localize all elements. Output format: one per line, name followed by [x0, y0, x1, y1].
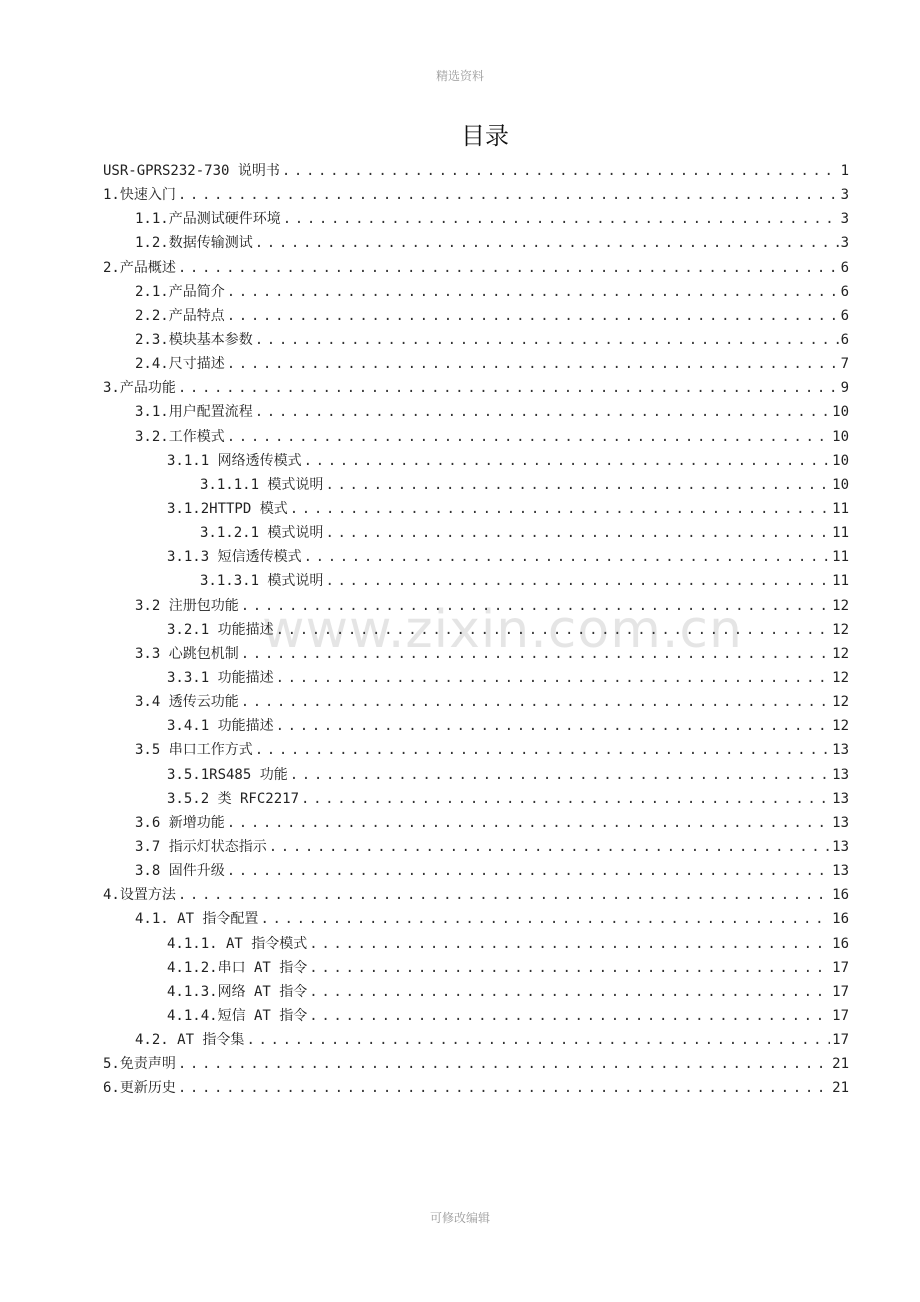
- toc-entry-page: 13: [832, 863, 849, 880]
- toc-entry[interactable]: [103, 787, 849, 811]
- toc-entry-label: 6.更新历史: [103, 1080, 176, 1097]
- toc-entry-page: 21: [832, 1080, 849, 1097]
- toc-entry[interactable]: [103, 1076, 849, 1100]
- toc-entry-label: 3.2 注册包功能: [135, 597, 239, 614]
- toc-entry-page: 3: [840, 187, 849, 204]
- toc-entry[interactable]: [103, 256, 849, 280]
- toc-entry-label: 3.5.2 类 RFC2217: [167, 790, 300, 807]
- toc-entry-page: 13: [832, 790, 849, 807]
- toc-entry[interactable]: [103, 1052, 849, 1076]
- toc-entry-label: USR-GPRS232-730 说明书: [103, 163, 280, 179]
- toc-entry-label: 3.1.3 短信透传模式: [167, 549, 302, 566]
- watermark: www.zixin.com.cn: [262, 600, 743, 660]
- toc-entry-label: 3.3 心跳包机制: [135, 645, 239, 662]
- toc-dot-leader: [227, 425, 830, 449]
- toc-dot-leader: [325, 473, 830, 497]
- toc-dot-leader: [301, 787, 830, 811]
- toc-entry[interactable]: [103, 473, 849, 497]
- toc-dot-leader: [178, 183, 839, 207]
- toc-entry[interactable]: [103, 183, 849, 207]
- page-footer-note: 可修改编辑: [429, 1211, 490, 1225]
- toc-entry-page: 13: [832, 838, 849, 855]
- toc-entry-label: 3.3.1 功能描述: [167, 669, 274, 686]
- toc-entry-page: 1: [840, 163, 849, 179]
- toc-entry-label: 3.4 透传云功能: [135, 694, 239, 711]
- toc-dot-leader: [276, 714, 831, 738]
- toc-entry-label: 1.2.数据传输测试: [135, 235, 253, 252]
- toc-dot-leader: [325, 521, 830, 545]
- toc-entry-label: 4.2. AT 指令集: [135, 1032, 245, 1049]
- toc-dot-leader: [282, 159, 839, 183]
- toc-entry-page: 12: [832, 621, 849, 638]
- toc-dot-leader: [227, 811, 830, 835]
- toc-entry-page: 6: [840, 307, 849, 324]
- toc-entry-label: 4.1.3.网络 AT 指令: [167, 983, 308, 1000]
- toc-entry-label: 3.5.1RS485 功能: [167, 766, 288, 783]
- toc-dot-leader: [309, 932, 830, 956]
- toc-entry[interactable]: [103, 159, 849, 183]
- toc-dot-leader: [304, 545, 831, 569]
- toc-entry[interactable]: [103, 400, 849, 424]
- toc-entry-label: 1.快速入门: [103, 187, 176, 204]
- toc-entry-page: 11: [832, 500, 849, 517]
- toc-entry-label: 3.8 固件升级: [135, 863, 225, 880]
- toc-entry-page: 11: [832, 573, 849, 590]
- toc-entry[interactable]: [103, 714, 849, 738]
- toc-entry[interactable]: [103, 618, 849, 642]
- toc-dot-leader: [227, 352, 839, 376]
- toc-entry-label: 3.产品功能: [103, 380, 176, 397]
- toc-dot-leader: [255, 738, 830, 762]
- toc-entry-page: 12: [832, 694, 849, 711]
- toc-entry[interactable]: [103, 207, 849, 231]
- toc-entry[interactable]: [103, 907, 849, 931]
- toc-entry[interactable]: [103, 883, 849, 907]
- toc-entry-label: 4.1.1. AT 指令模式: [167, 935, 308, 952]
- toc-entry[interactable]: [103, 425, 849, 449]
- toc-entry-label: 4.1.4.短信 AT 指令: [167, 1007, 308, 1024]
- toc-dot-leader: [325, 569, 830, 593]
- toc-dot-leader: [276, 618, 831, 642]
- toc-entry[interactable]: [103, 1004, 849, 1028]
- toc-dot-leader: [255, 400, 830, 424]
- toc-entry[interactable]: [103, 497, 849, 521]
- toc-entry-label: 4.1. AT 指令配置: [135, 911, 259, 928]
- toc-entry-label: 2.4.尺寸描述: [135, 356, 225, 373]
- table-of-contents: [103, 159, 849, 1100]
- toc-entry-page: 13: [832, 814, 849, 831]
- toc-entry-page: 12: [832, 645, 849, 662]
- toc-dot-leader: [309, 956, 830, 980]
- toc-entry-page: 6: [840, 331, 849, 348]
- toc-dot-leader: [276, 666, 831, 690]
- toc-entry-label: 5.免责声明: [103, 1056, 176, 1073]
- toc-dot-leader: [178, 1076, 830, 1100]
- toc-entry-label: 3.5 串口工作方式: [135, 742, 253, 759]
- toc-entry[interactable]: [103, 932, 849, 956]
- toc-entry-label: 3.1.2.1 模式说明: [200, 525, 324, 542]
- toc-dot-leader: [178, 256, 839, 280]
- toc-entry-page: 10: [832, 476, 849, 493]
- toc-dot-leader: [241, 642, 830, 666]
- toc-entry-page: 13: [832, 766, 849, 783]
- toc-entry[interactable]: [103, 859, 849, 883]
- toc-entry[interactable]: [103, 738, 849, 762]
- toc-dot-leader: [178, 883, 830, 907]
- toc-entry-page: 17: [832, 959, 849, 976]
- toc-dot-leader: [269, 835, 830, 859]
- toc-entry-label: 3.4.1 功能描述: [167, 718, 274, 735]
- toc-entry-label: 2.1.产品简介: [135, 283, 225, 300]
- toc-entry[interactable]: [103, 231, 849, 255]
- toc-entry-page: 17: [832, 983, 849, 1000]
- toc-entry[interactable]: [103, 690, 849, 714]
- toc-entry-page: 10: [832, 452, 849, 469]
- toc-entry-page: 10: [832, 428, 849, 445]
- toc-entry-page: 9: [840, 380, 849, 397]
- toc-entry-page: 13: [832, 742, 849, 759]
- toc-entry[interactable]: [103, 666, 849, 690]
- toc-dot-leader: [309, 1004, 830, 1028]
- toc-entry-label: 4.1.2.串口 AT 指令: [167, 959, 308, 976]
- toc-dot-leader: [227, 859, 830, 883]
- toc-entry-page: 10: [832, 404, 849, 421]
- toc-entry[interactable]: [103, 956, 849, 980]
- toc-entry-label: 2.3.模块基本参数: [135, 331, 253, 348]
- toc-dot-leader: [290, 763, 830, 787]
- toc-entry-page: 7: [840, 356, 849, 373]
- toc-entry-label: 3.1.3.1 模式说明: [200, 573, 324, 590]
- toc-entry-page: 6: [840, 259, 849, 276]
- toc-entry[interactable]: [103, 376, 849, 400]
- toc-entry[interactable]: [103, 811, 849, 835]
- toc-entry[interactable]: [103, 980, 849, 1004]
- toc-entry-page: 12: [832, 597, 849, 614]
- toc-dot-leader: [260, 907, 830, 931]
- toc-dot-leader: [255, 231, 839, 255]
- toc-entry[interactable]: [103, 352, 849, 376]
- toc-dot-leader: [227, 304, 839, 328]
- toc-entry-label: 2.产品概述: [103, 259, 176, 276]
- toc-dot-leader: [241, 594, 830, 618]
- toc-entry-page: 21: [832, 1056, 849, 1073]
- toc-entry-label: 1.1.产品测试硬件环境: [135, 211, 281, 228]
- toc-dot-leader: [309, 980, 830, 1004]
- toc-entry-page: 16: [832, 887, 849, 904]
- toc-dot-leader: [255, 328, 839, 352]
- toc-entry[interactable]: [103, 835, 849, 859]
- toc-entry-label: 3.1.2HTTPD 模式: [167, 500, 288, 517]
- toc-entry-label: 3.2.1 功能描述: [167, 621, 274, 638]
- toc-entry-label: 3.2.工作模式: [135, 428, 225, 445]
- toc-entry-page: 3: [840, 235, 849, 252]
- toc-entry-label: 3.7 指示灯状态指示: [135, 838, 267, 855]
- toc-dot-leader: [178, 376, 839, 400]
- toc-entry[interactable]: [103, 642, 849, 666]
- toc-entry-page: 16: [832, 935, 849, 952]
- toc-title: 目录: [461, 122, 509, 150]
- toc-entry-page: 11: [832, 525, 849, 542]
- toc-entry-label: 3.1.1 网络透传模式: [167, 452, 302, 469]
- toc-dot-leader: [241, 690, 830, 714]
- toc-entry-page: 6: [840, 283, 849, 300]
- toc-dot-leader: [178, 1052, 830, 1076]
- toc-entry[interactable]: [103, 594, 849, 618]
- toc-entry-label: 2.2.产品特点: [135, 307, 225, 324]
- toc-entry-page: 11: [832, 549, 849, 566]
- toc-dot-leader: [227, 280, 839, 304]
- toc-entry[interactable]: [103, 304, 849, 328]
- toc-entry-page: 17: [832, 1007, 849, 1024]
- toc-entry-page: 12: [832, 718, 849, 735]
- toc-entry-page: 16: [832, 911, 849, 928]
- toc-entry[interactable]: [103, 521, 849, 545]
- toc-entry-page: 12: [832, 669, 849, 686]
- toc-entry[interactable]: [103, 763, 849, 787]
- toc-entry-label: 3.1.用户配置流程: [135, 404, 253, 421]
- toc-entry-page: 3: [840, 211, 849, 228]
- toc-entry[interactable]: [103, 280, 849, 304]
- toc-entry[interactable]: [103, 545, 849, 569]
- toc-entry[interactable]: [103, 1028, 849, 1052]
- toc-dot-leader: [290, 497, 830, 521]
- toc-entry-page: 17: [832, 1032, 849, 1049]
- toc-entry[interactable]: [103, 449, 849, 473]
- toc-entry[interactable]: [103, 569, 849, 593]
- toc-dot-leader: [246, 1028, 830, 1052]
- page-header-note: 精选资料: [435, 69, 484, 83]
- toc-dot-leader: [304, 449, 831, 473]
- toc-entry-label: 4.设置方法: [103, 887, 176, 904]
- toc-entry-label: 3.1.1.1 模式说明: [200, 476, 324, 493]
- toc-entry-label: 3.6 新增功能: [135, 814, 225, 831]
- toc-entry[interactable]: [103, 328, 849, 352]
- toc-dot-leader: [283, 207, 839, 231]
